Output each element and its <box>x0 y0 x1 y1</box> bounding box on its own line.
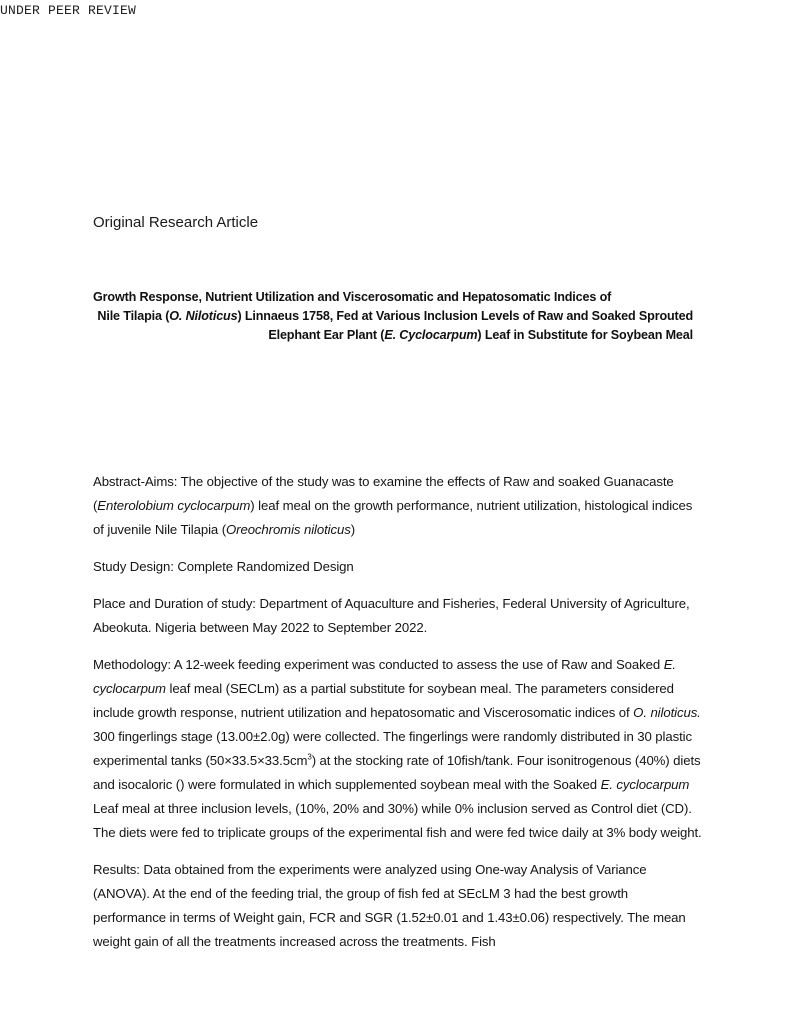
aims-text: ) leaf meal on the growth performance, nutrient utilization, histological indices of juvenile Nile Tilapia ( <box>93 498 693 537</box>
methodology-text: 300 fingerlings stage (13.00±2.0g) were collected. The fingerlings were randomly distributed in 30 plastic experimental tanks (50×33.5×33.5cm <box>93 729 692 768</box>
methodology-text: ) at the stocking rate of 10fish/tank. Four isonitrogenous (40%) diets and isocaloric () were formulated in which supplemented soybean meal with the Soaked <box>93 753 701 792</box>
paper-title <box>93 288 693 345</box>
methodology-species-italic: E. cyclocarpum <box>600 777 690 792</box>
methodology-text: Leaf meal at three inclusion levels, (10%, 20% and 30%) while 0% inclusion served as Control diet (CD). The diets were fed to triplicate groups of the experimental fish and were fed twice daily at 3% body weight. <box>93 801 702 840</box>
peer-review-watermark: UNDER PEER REVIEW <box>0 3 137 18</box>
methodology-text: Methodology: A 12-week feeding experiment was conducted to assess the use of Raw and Soaked <box>93 657 664 672</box>
title-text: Nile Tilapia ( <box>97 309 170 323</box>
results: Results: Data obtained from the experiments were analyzed using One-way Analysis of Variance (ANOVA). At the end of the feeding trial, the group of fish fed at SEcLM 3 had the best growth performance in terms of Weight gain, FCR and SGR (1.52±0.01 and 1.43±0.06) respectively. The mean weight gain of all the treatments increased across the treatments. Fish <box>93 862 686 949</box>
place-and-duration: Place and Duration of study: Department of Aquaculture and Fisheries, Federal University of Agriculture, Abeokuta. Nigeria between May 2022 to September 2022. <box>93 596 690 635</box>
aims-text: Abstract-Aims: The objective of the study was to examine the effects of Raw and soaked Guanacaste ( <box>93 474 674 513</box>
methodology-species-italic: E. cyclocarpum <box>93 657 676 696</box>
superscript: 3 <box>307 752 312 762</box>
abstract-aims <box>93 470 703 542</box>
aims-species-italic: Enterolobium cyclocarpum <box>97 498 251 513</box>
study-design: Study Design: Complete Randomized Design <box>93 559 354 574</box>
title-text: ) Leaf in Substitute for Soybean Meal <box>477 328 693 342</box>
title-species-italic: O. Niloticus <box>169 309 238 323</box>
methodology <box>93 653 703 845</box>
abstract-section <box>93 470 703 967</box>
aims-text: ) <box>350 522 356 537</box>
title-text: ) Linnaeus 1758, Fed at Various Inclusion Levels of Raw and Soaked Sprouted Elephant Ear Plant ( <box>237 309 693 342</box>
methodology-text: leaf meal (SECLm) as a partial substitute for soybean meal. The parameters considered include growth response, nutrient utilization and hepatosomatic and Viscerosomatic indices of <box>93 681 674 720</box>
aims-species-italic: Oreochromis niloticus <box>226 522 351 537</box>
title-line-1: Growth Response, Nutrient Utilization and Viscerosomatic and Hepatosomatic Indices of <box>93 290 612 304</box>
article-type-label: Original Research Article <box>93 214 259 231</box>
methodology-species-italic: O. niloticus. <box>633 705 701 720</box>
title-plant-italic: E. Cyclocarpum <box>384 328 478 342</box>
